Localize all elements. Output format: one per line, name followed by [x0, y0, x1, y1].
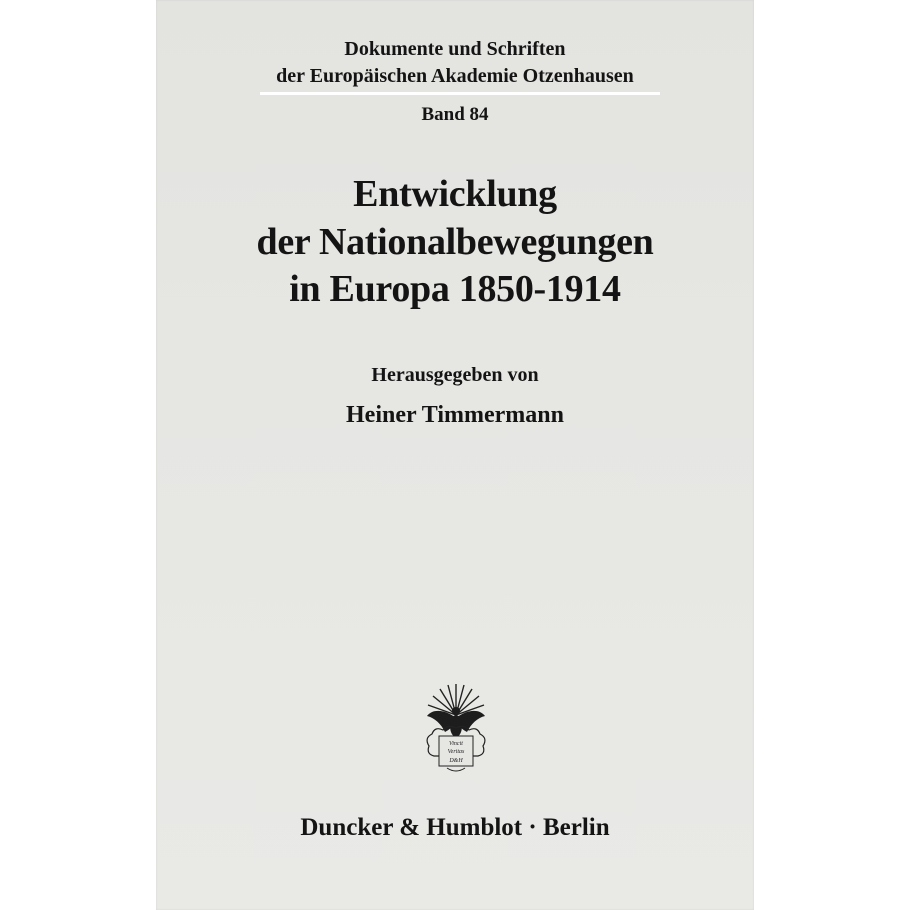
logo-motto-line-2: Veritas [447, 749, 465, 755]
publisher-imprint: Duncker & Humblot · Berlin [300, 814, 610, 841]
book-title-line-3: in Europa 1850-1914 [289, 268, 621, 310]
volume-number: Band 84 [421, 104, 489, 125]
logo-motto-line-1: Vincit [449, 741, 463, 747]
series-title-line-2: der Europäischen Akademie Otzenhausen [276, 65, 634, 87]
logo-monogram: D&H [449, 758, 463, 764]
book-cover [156, 0, 754, 910]
editor-name: Heiner Timmermann [346, 402, 564, 428]
book-title-line-1: Entwicklung [353, 173, 557, 215]
series-title-line-1: Dokumente und Schriften [344, 38, 566, 60]
publisher-eagle-logo-icon [421, 680, 491, 780]
editor-label: Herausgegeben von [371, 364, 539, 386]
book-title-line-2: der Nationalbewegungen [256, 221, 654, 263]
divider-rule [260, 92, 660, 95]
